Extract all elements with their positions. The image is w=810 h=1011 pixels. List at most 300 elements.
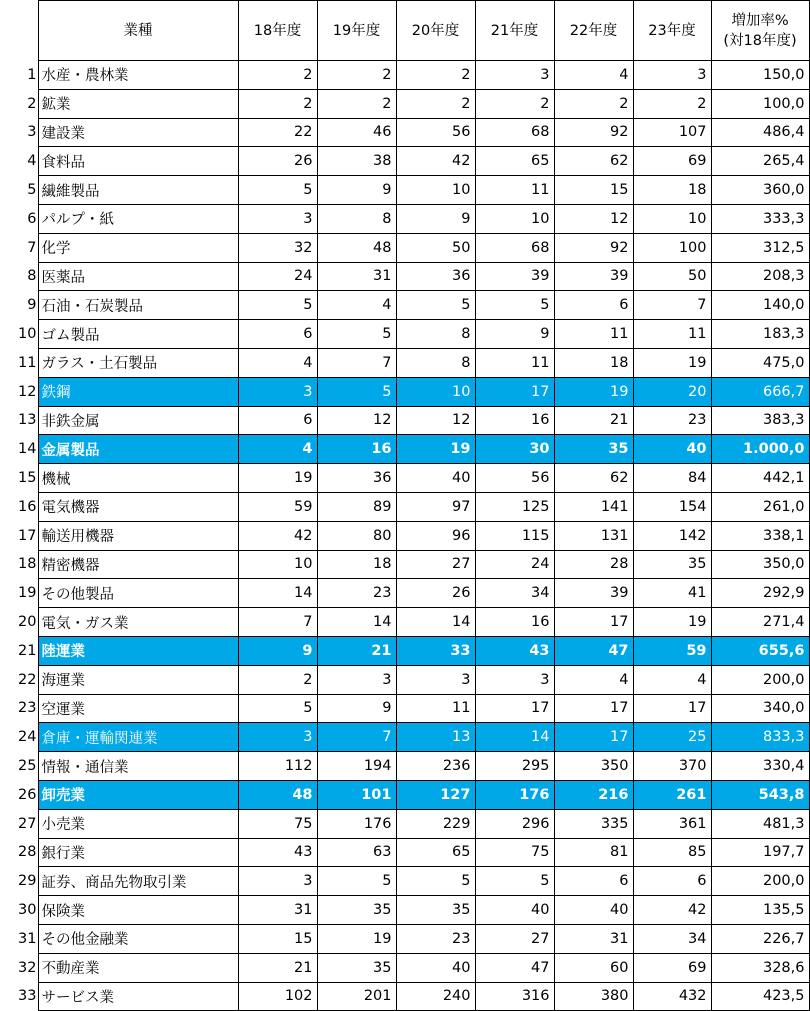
year-header: 18年度 [238, 1, 317, 61]
year-value: 56 [475, 464, 554, 493]
year-value: 8 [396, 348, 475, 377]
table-row [0, 377, 809, 406]
table-row [0, 636, 809, 665]
year-value: 350 [554, 752, 633, 781]
year-value: 13 [396, 723, 475, 752]
year-value: 10 [633, 204, 711, 233]
year-value: 60 [554, 953, 633, 982]
year-value: 15 [554, 176, 633, 205]
table-row [0, 665, 809, 694]
year-value: 4 [238, 348, 317, 377]
year-value: 19 [633, 608, 711, 637]
year-value: 41 [633, 579, 711, 608]
year-value: 46 [317, 118, 396, 147]
row-number: 9 [0, 291, 38, 320]
table-row [0, 89, 809, 118]
row-number: 1 [0, 61, 38, 90]
industry-name: 卸売業 [38, 780, 238, 809]
table-row [0, 348, 809, 377]
year-value: 11 [475, 176, 554, 205]
row-number: 30 [0, 896, 38, 925]
year-value: 10 [396, 176, 475, 205]
year-value: 240 [396, 982, 475, 1011]
year-value: 5 [475, 867, 554, 896]
year-value: 316 [475, 982, 554, 1011]
industry-name: ゴム製品 [38, 320, 238, 349]
year-value: 85 [633, 838, 711, 867]
year-value: 36 [396, 262, 475, 291]
year-value: 2 [238, 665, 317, 694]
industry-name: 小売業 [38, 809, 238, 838]
year-header: 21年度 [475, 1, 554, 61]
year-value: 5 [396, 291, 475, 320]
year-value: 21 [317, 636, 396, 665]
year-value: 21 [238, 953, 317, 982]
year-value: 7 [317, 723, 396, 752]
year-value: 6 [238, 320, 317, 349]
growth-rate-value: 1.000,0 [711, 435, 809, 464]
year-value: 68 [475, 118, 554, 147]
year-value: 6 [633, 867, 711, 896]
year-value: 5 [238, 291, 317, 320]
year-value: 36 [317, 464, 396, 493]
growth-rate-value: 486,4 [711, 118, 809, 147]
year-value: 11 [396, 694, 475, 723]
industry-name: 非鉄金属 [38, 406, 238, 435]
row-number: 29 [0, 867, 38, 896]
year-value: 4 [317, 291, 396, 320]
year-value: 9 [475, 320, 554, 349]
year-value: 4 [238, 435, 317, 464]
industry-name: 空運業 [38, 694, 238, 723]
row-number: 17 [0, 521, 38, 550]
industry-name: 電気・ガス業 [38, 608, 238, 637]
year-value: 2 [317, 61, 396, 90]
year-value: 27 [475, 924, 554, 953]
year-value: 35 [633, 550, 711, 579]
year-value: 10 [396, 377, 475, 406]
year-value: 59 [633, 636, 711, 665]
year-value: 97 [396, 492, 475, 521]
year-value: 92 [554, 118, 633, 147]
year-value: 102 [238, 982, 317, 1011]
year-value: 14 [396, 608, 475, 637]
year-value: 62 [554, 147, 633, 176]
year-value: 33 [396, 636, 475, 665]
year-value: 2 [475, 89, 554, 118]
industry-name: 証券、商品先物取引業 [38, 867, 238, 896]
year-value: 9 [317, 694, 396, 723]
industry-name: 食料品 [38, 147, 238, 176]
year-value: 24 [475, 550, 554, 579]
year-value: 4 [554, 665, 633, 694]
industry-name: 金属製品 [38, 435, 238, 464]
year-value: 229 [396, 809, 475, 838]
year-value: 6 [554, 867, 633, 896]
year-value: 131 [554, 521, 633, 550]
table-row [0, 953, 809, 982]
year-value: 19 [238, 464, 317, 493]
industry-name: 精密機器 [38, 550, 238, 579]
growth-rate-value: 350,0 [711, 550, 809, 579]
year-value: 19 [317, 924, 396, 953]
year-value: 22 [238, 118, 317, 147]
year-value: 17 [633, 694, 711, 723]
year-value: 42 [396, 147, 475, 176]
year-value: 11 [554, 320, 633, 349]
year-value: 69 [633, 953, 711, 982]
year-value: 28 [554, 550, 633, 579]
row-number: 16 [0, 492, 38, 521]
year-value: 5 [317, 377, 396, 406]
year-value: 194 [317, 752, 396, 781]
year-value: 361 [633, 809, 711, 838]
row-number: 10 [0, 320, 38, 349]
year-value: 32 [238, 233, 317, 262]
year-value: 5 [238, 694, 317, 723]
year-header: 20年度 [396, 1, 475, 61]
table-row [0, 492, 809, 521]
table-row [0, 291, 809, 320]
row-number: 21 [0, 636, 38, 665]
row-number: 15 [0, 464, 38, 493]
growth-rate-value: 338,1 [711, 521, 809, 550]
table-row [0, 896, 809, 925]
year-value: 63 [317, 838, 396, 867]
year-value: 112 [238, 752, 317, 781]
growth-rate-value: 200,0 [711, 665, 809, 694]
year-value: 84 [633, 464, 711, 493]
year-value: 26 [238, 147, 317, 176]
year-value: 18 [317, 550, 396, 579]
year-value: 80 [317, 521, 396, 550]
year-value: 10 [475, 204, 554, 233]
industry-name: 化学 [38, 233, 238, 262]
growth-rate-value: 340,0 [711, 694, 809, 723]
year-value: 30 [475, 435, 554, 464]
year-value: 96 [396, 521, 475, 550]
year-value: 19 [554, 377, 633, 406]
year-value: 47 [554, 636, 633, 665]
industry-name: 陸運業 [38, 636, 238, 665]
year-value: 3 [238, 867, 317, 896]
growth-rate-value: 833,3 [711, 723, 809, 752]
year-value: 17 [554, 694, 633, 723]
industry-name: ガラス・土石製品 [38, 348, 238, 377]
year-value: 3 [238, 204, 317, 233]
year-value: 65 [475, 147, 554, 176]
year-value: 12 [396, 406, 475, 435]
growth-rate-header-line2: (対18年度) [723, 32, 797, 49]
growth-rate-value: 135,5 [711, 896, 809, 925]
table-row [0, 176, 809, 205]
table-row [0, 579, 809, 608]
industry-name: 鉄鋼 [38, 377, 238, 406]
year-value: 43 [475, 636, 554, 665]
growth-rate-value: 666,7 [711, 377, 809, 406]
growth-rate-value: 360,0 [711, 176, 809, 205]
year-value: 8 [317, 204, 396, 233]
year-value: 3 [238, 723, 317, 752]
row-number: 5 [0, 176, 38, 205]
year-value: 7 [238, 608, 317, 637]
year-value: 11 [633, 320, 711, 349]
year-value: 25 [633, 723, 711, 752]
year-value: 12 [554, 204, 633, 233]
year-value: 12 [317, 406, 396, 435]
year-value: 5 [396, 867, 475, 896]
row-number: 18 [0, 550, 38, 579]
year-value: 2 [396, 61, 475, 90]
year-value: 16 [475, 608, 554, 637]
growth-rate-value: 292,9 [711, 579, 809, 608]
row-number: 23 [0, 694, 38, 723]
year-value: 75 [238, 809, 317, 838]
year-value: 27 [396, 550, 475, 579]
growth-rate-value: 330,4 [711, 752, 809, 781]
row-number: 33 [0, 982, 38, 1011]
year-value: 47 [475, 953, 554, 982]
year-value: 101 [317, 780, 396, 809]
table-row [0, 320, 809, 349]
year-value: 14 [238, 579, 317, 608]
year-value: 31 [317, 262, 396, 291]
growth-rate-value: 100,0 [711, 89, 809, 118]
row-number: 13 [0, 406, 38, 435]
year-value: 5 [238, 176, 317, 205]
year-value: 3 [317, 665, 396, 694]
industry-name: 不動産業 [38, 953, 238, 982]
row-number: 8 [0, 262, 38, 291]
year-value: 176 [317, 809, 396, 838]
year-value: 23 [396, 924, 475, 953]
year-value: 176 [475, 780, 554, 809]
industry-name: 倉庫・運輸関連業 [38, 723, 238, 752]
year-value: 23 [317, 579, 396, 608]
row-number: 12 [0, 377, 38, 406]
row-number: 25 [0, 752, 38, 781]
year-value: 370 [633, 752, 711, 781]
table-row [0, 435, 809, 464]
industry-name: 石油・石炭製品 [38, 291, 238, 320]
year-value: 35 [396, 896, 475, 925]
year-value: 9 [317, 176, 396, 205]
year-value: 16 [475, 406, 554, 435]
year-value: 68 [475, 233, 554, 262]
table-row [0, 608, 809, 637]
year-value: 35 [317, 953, 396, 982]
year-value: 23 [633, 406, 711, 435]
year-value: 31 [238, 896, 317, 925]
growth-rate-value: 481,3 [711, 809, 809, 838]
industry-name: 建設業 [38, 118, 238, 147]
year-value: 42 [633, 896, 711, 925]
table-row [0, 867, 809, 896]
table-row [0, 233, 809, 262]
year-value: 335 [554, 809, 633, 838]
year-value: 38 [317, 147, 396, 176]
year-value: 4 [633, 665, 711, 694]
table-row [0, 982, 809, 1011]
year-value: 92 [554, 233, 633, 262]
row-number: 26 [0, 780, 38, 809]
industry-name: 海運業 [38, 665, 238, 694]
industry-name: その他製品 [38, 579, 238, 608]
row-number: 2 [0, 89, 38, 118]
growth-rate-value: 197,7 [711, 838, 809, 867]
year-value: 2 [554, 89, 633, 118]
year-value: 40 [554, 896, 633, 925]
growth-rate-value: 183,3 [711, 320, 809, 349]
year-value: 48 [238, 780, 317, 809]
year-value: 201 [317, 982, 396, 1011]
row-number: 20 [0, 608, 38, 637]
header-row [0, 1, 809, 61]
industry-name: 水産・農林業 [38, 61, 238, 90]
table-row [0, 204, 809, 233]
table-row [0, 262, 809, 291]
growth-rate-value: 543,8 [711, 780, 809, 809]
year-value: 35 [317, 896, 396, 925]
year-value: 142 [633, 521, 711, 550]
growth-rate-value: 265,4 [711, 147, 809, 176]
year-value: 2 [317, 89, 396, 118]
year-value: 48 [317, 233, 396, 262]
year-value: 69 [633, 147, 711, 176]
industry-name: 情報・通信業 [38, 752, 238, 781]
row-number: 3 [0, 118, 38, 147]
year-value: 107 [633, 118, 711, 147]
year-value: 7 [317, 348, 396, 377]
year-value: 5 [475, 291, 554, 320]
category-header: 業種 [38, 1, 238, 61]
year-value: 50 [633, 262, 711, 291]
table-row [0, 838, 809, 867]
year-value: 34 [475, 579, 554, 608]
year-value: 39 [475, 262, 554, 291]
row-number: 31 [0, 924, 38, 953]
year-value: 100 [633, 233, 711, 262]
year-value: 14 [475, 723, 554, 752]
year-value: 24 [238, 262, 317, 291]
year-value: 125 [475, 492, 554, 521]
year-value: 18 [554, 348, 633, 377]
year-value: 75 [475, 838, 554, 867]
growth-rate-value: 442,1 [711, 464, 809, 493]
year-value: 10 [238, 550, 317, 579]
row-number: 22 [0, 665, 38, 694]
year-value: 17 [554, 723, 633, 752]
industry-name: 繊維製品 [38, 176, 238, 205]
year-value: 20 [633, 377, 711, 406]
year-value: 17 [475, 694, 554, 723]
table-row [0, 924, 809, 953]
year-value: 89 [317, 492, 396, 521]
growth-rate-value: 200,0 [711, 867, 809, 896]
year-value: 18 [633, 176, 711, 205]
year-value: 62 [554, 464, 633, 493]
table-body [0, 1, 809, 1011]
row-number: 4 [0, 147, 38, 176]
table-row [0, 550, 809, 579]
year-value: 4 [554, 61, 633, 90]
growth-rate-value: 475,0 [711, 348, 809, 377]
growth-rate-value: 333,3 [711, 204, 809, 233]
year-value: 5 [317, 867, 396, 896]
year-value: 16 [317, 435, 396, 464]
year-value: 2 [238, 61, 317, 90]
table-row [0, 406, 809, 435]
year-value: 31 [554, 924, 633, 953]
year-value: 6 [238, 406, 317, 435]
industry-name: 銀行業 [38, 838, 238, 867]
year-value: 11 [475, 348, 554, 377]
year-header: 19年度 [317, 1, 396, 61]
growth-rate-value: 261,0 [711, 492, 809, 521]
year-value: 81 [554, 838, 633, 867]
year-value: 9 [238, 636, 317, 665]
year-value: 59 [238, 492, 317, 521]
row-number: 7 [0, 233, 38, 262]
year-value: 3 [475, 61, 554, 90]
year-value: 40 [396, 953, 475, 982]
year-value: 43 [238, 838, 317, 867]
growth-rate-value: 423,5 [711, 982, 809, 1011]
row-number: 28 [0, 838, 38, 867]
year-value: 65 [396, 838, 475, 867]
year-value: 26 [396, 579, 475, 608]
year-value: 35 [554, 435, 633, 464]
year-value: 2 [238, 89, 317, 118]
growth-rate-value: 383,3 [711, 406, 809, 435]
year-value: 19 [396, 435, 475, 464]
growth-rate-value: 655,6 [711, 636, 809, 665]
year-value: 432 [633, 982, 711, 1011]
table-row [0, 780, 809, 809]
growth-rate-value: 312,5 [711, 233, 809, 262]
year-value: 19 [633, 348, 711, 377]
row-number-header [0, 1, 38, 61]
year-value: 3 [396, 665, 475, 694]
row-number: 27 [0, 809, 38, 838]
year-value: 115 [475, 521, 554, 550]
row-number: 11 [0, 348, 38, 377]
year-value: 50 [396, 233, 475, 262]
row-number: 19 [0, 579, 38, 608]
growth-rate-value: 226,7 [711, 924, 809, 953]
year-value: 295 [475, 752, 554, 781]
year-value: 15 [238, 924, 317, 953]
table-row [0, 464, 809, 493]
year-value: 296 [475, 809, 554, 838]
year-value: 3 [633, 61, 711, 90]
row-number: 6 [0, 204, 38, 233]
industry-name: パルプ・紙 [38, 204, 238, 233]
year-value: 2 [633, 89, 711, 118]
year-header: 22年度 [554, 1, 633, 61]
year-value: 9 [396, 204, 475, 233]
year-value: 216 [554, 780, 633, 809]
year-value: 8 [396, 320, 475, 349]
row-number: 32 [0, 953, 38, 982]
year-value: 2 [396, 89, 475, 118]
year-header: 23年度 [633, 1, 711, 61]
industry-name: その他金融業 [38, 924, 238, 953]
growth-rate-value: 328,6 [711, 953, 809, 982]
growth-rate-header-line1: 増加率% [731, 12, 789, 29]
industry-name: サービス業 [38, 982, 238, 1011]
industry-name: 医薬品 [38, 262, 238, 291]
